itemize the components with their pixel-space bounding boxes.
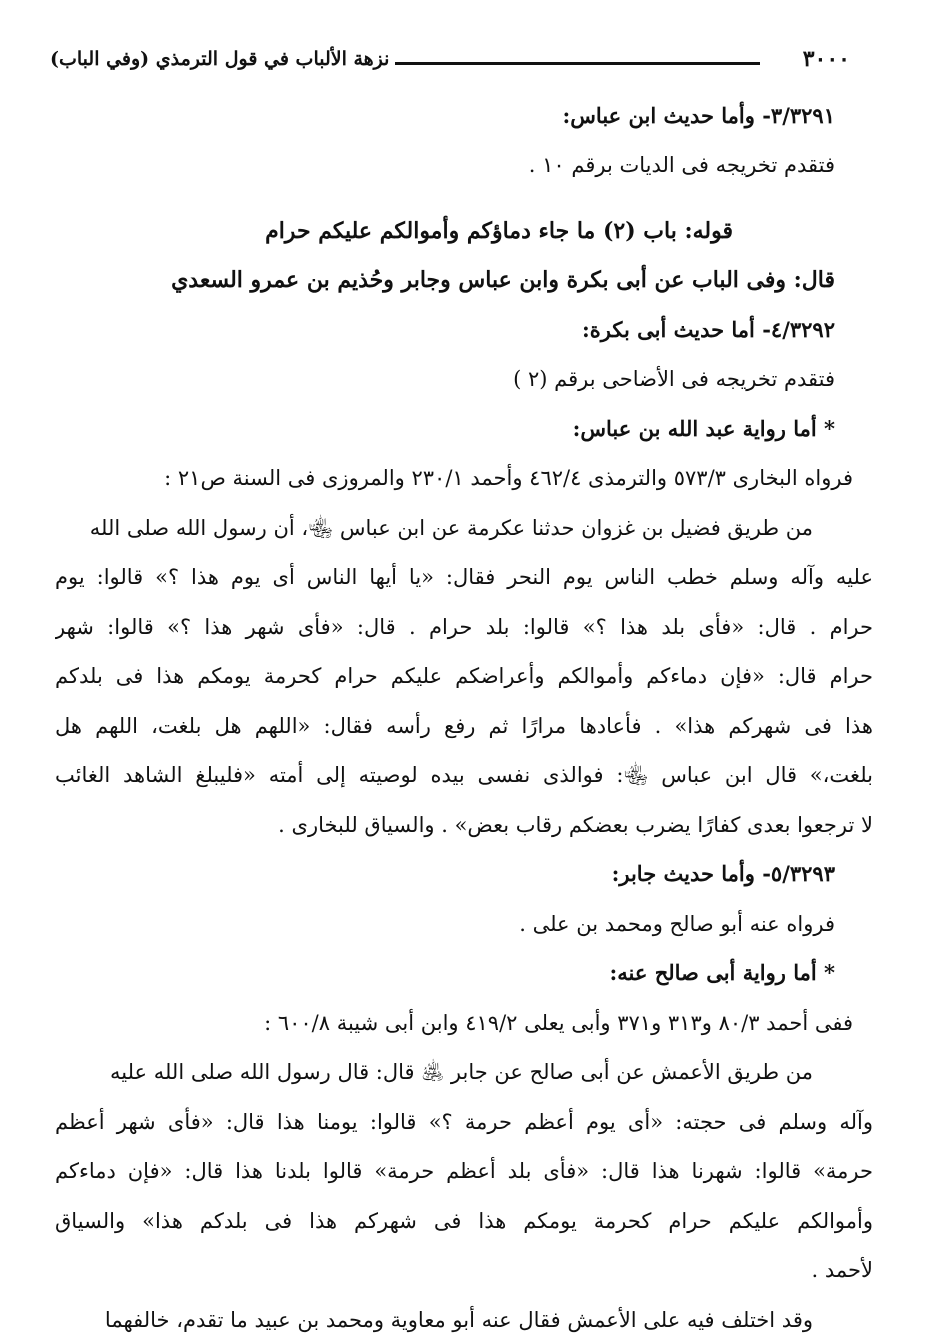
text-line: عليه وآله وسلم خطب الناس يوم النحر فقال: «يا أيها الناس أى يوم هذا ؟» قالوا: يوم bbox=[55, 565, 873, 589]
page-header bbox=[50, 46, 850, 82]
text-line: ففى أحمد ٨٠/٣ و٣١٣ و٣٧١ وأبى يعلى ٤١٩/٢ وابن أبى شيبة ٦٠٠/٨ : bbox=[264, 1011, 853, 1035]
text-line: فتقدم تخريجه فى الديات برقم ١٠ . bbox=[528, 153, 835, 177]
text-line: من طريق فضيل بن غزوان حدثنا عكرمة عن ابن عباس ﵄، أن رسول الله صلى الله bbox=[89, 516, 813, 540]
text-line: هذا فى شهركم هذا» . فأعادها مرارًا ثم رفع رأسه فقال: «اللهم هل بلغت، اللهم هل bbox=[55, 714, 873, 738]
chapter-subheading: قال: وفى الباب عن أبى بكرة وابن عباس وجابر وحُذيم بن عمرو السعدي bbox=[171, 267, 835, 293]
text-line: فتقدم تخريجه فى الأضاحى برقم (٢ ) bbox=[513, 367, 835, 391]
subsection-heading: * أما رواية أبى صالح عنه: bbox=[609, 960, 835, 985]
section-heading-3291: ٣/٣٢٩١- وأما حديث ابن عباس: bbox=[562, 103, 835, 128]
text-line: بلغت،» قال ابن عباس ﵄: فوالذى نفسى بيده لوصيته إلى أمته «فليبلغ الشاهد الغائب bbox=[55, 763, 873, 787]
text-line: من طريق الأعمش عن أبى صالح عن جابر ﵁ قال: قال رسول الله صلى الله عليه bbox=[109, 1060, 813, 1084]
text-line: لا ترجعوا بعدى كفارًا يضرب بعضكم رقاب بعض» . والسياق للبخارى . bbox=[278, 813, 873, 837]
text-line: حرام . قال: «فأى بلد هذا ؟» قالوا: بلد حرام . قال: «فأى شهر هذا ؟» قالوا: شهر bbox=[55, 615, 873, 639]
page-number: ٣٠٠٠ bbox=[802, 46, 850, 72]
chapter-heading: قوله: باب (٢) ما جاء دماؤكم وأموالكم عليكم حرام bbox=[265, 218, 733, 244]
text-line: فرواه عنه أبو صالح ومحمد بن على . bbox=[519, 912, 835, 936]
text-line: لأحمد . bbox=[811, 1258, 873, 1282]
subsection-heading: * أما رواية عبد الله بن عباس: bbox=[572, 416, 835, 441]
text-line: وآله وسلم فى حجته: «أى يوم أعظم حرمة ؟» قالوا: يومنا هذا قال: «فأى شهر أعظم bbox=[55, 1110, 873, 1134]
text-line: حرام قال: «فإن دماءكم وأموالكم وأعراضكم عليكم حرام كحرمة يومكم هذا فى بلدكم bbox=[55, 664, 873, 688]
section-heading-3292: ٤/٣٢٩٢- أما حديث أبى بكرة: bbox=[582, 317, 835, 342]
header-rule bbox=[395, 62, 760, 65]
text-line: فرواه البخارى ٥٧٣/٣ والترمذى ٤٦٢/٤ وأحمد ٢٣٠/١ والمروزى فى السنة ص٢١ : bbox=[164, 466, 853, 490]
section-heading-3293: ٥/٣٢٩٣- وأما حديث جابر: bbox=[611, 861, 835, 886]
text-line: وأموالكم عليكم حرام كحرمة يومكم هذا فى شهركم هذا فى بلدكم هذا» والسياق bbox=[55, 1209, 873, 1233]
text-line: وقد اختلف فيه على الأعمش فقال عنه أبو معاوية ومحمد بن عبيد ما تقدم، خالفهما bbox=[104, 1308, 813, 1332]
text-line: حرمة» قالوا: شهرنا هذا قال: «فأى بلد أعظم حرمة» قالوا بلدنا هذا قال: «فإن دماءكم bbox=[55, 1159, 873, 1183]
running-title: نزهة الألباب في قول الترمذي (وفي الباب) bbox=[50, 48, 390, 70]
